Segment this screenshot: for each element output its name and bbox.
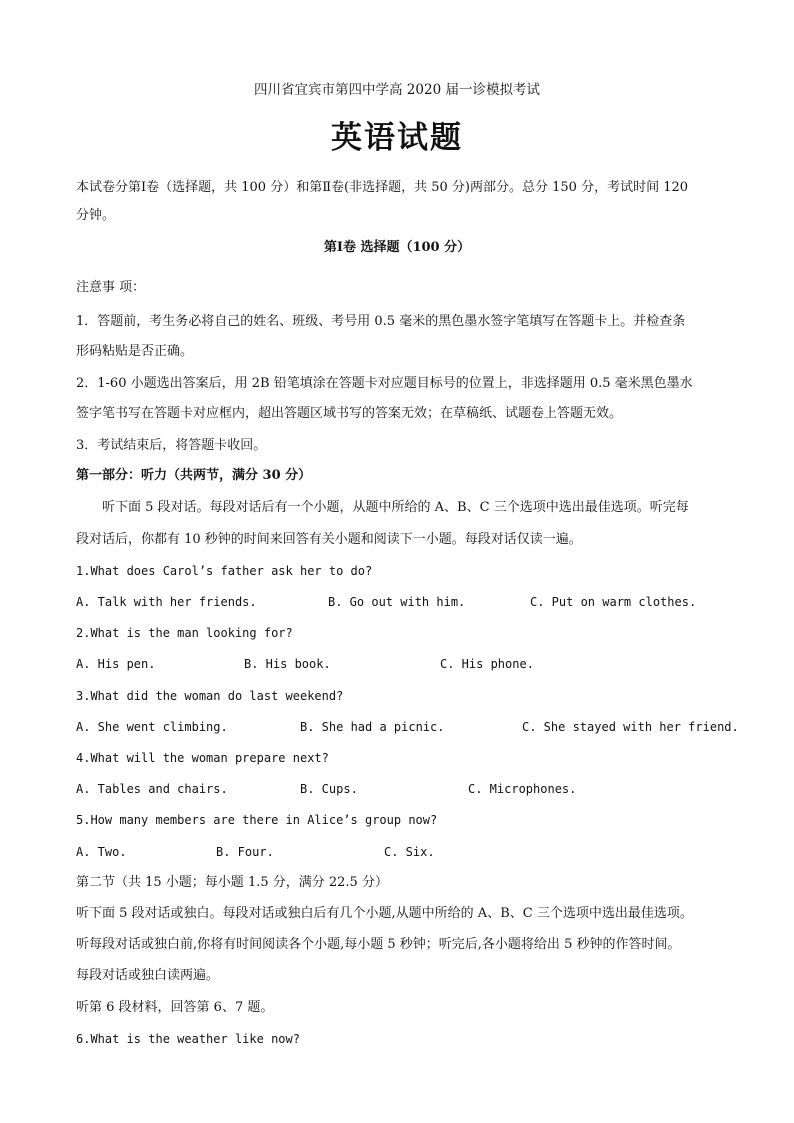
section1-instructions-line-2: 段对话后，你都有 10 秒钟的时间来回答有关小题和阅读下一小题。每段对话仅读一遍。 [76,532,582,547]
question-4-option-b: B. Cups. [300,782,358,796]
question-2-stem: 2.What is the man looking for? [76,626,293,640]
question-3-option-b: B. She had a picnic. [300,720,445,734]
notice-item-3: 3．考试结束后，将答题卡收回。 [76,438,267,453]
notice-item-1-line-2: 形码粘贴是否正确。 [76,344,194,359]
question-1-option-a: A. Talk with her friends. [76,595,257,609]
notice-item-1-line-1: 1．答题前，考生务必将自己的姓名、班级、考号用 0.5 毫米的黑色墨水签字笔填写在答题卡上。并检查条 [76,314,686,329]
material-6-instruction: 听第 6 段材料，回答第 6、7 题。 [76,1000,274,1015]
question-2-option-b: B. His book. [244,657,331,671]
intro-line-2: 分钟。 [76,208,116,223]
notice-heading: 注意事 项： [76,280,146,295]
section2-instructions-line-2: 听每段对话或独白前,你将有时间阅读各个小题,每小题 5 秒钟；听完后,各小题将给出 5 秒钟的作答时间。 [76,937,681,952]
question-1-option-b: B. Go out with him. [328,595,466,609]
section2-instructions-line-1: 听下面 5 段对话或独白。每段对话或独白后有几个小题,从题中所给的 A、B、C 三个选项中选出最佳选项。 [76,906,693,921]
intro-line-1: 本试卷分第Ⅰ卷（选择题，共 100 分）和第Ⅱ卷(非选择题，共 50 分)两部分。总分 150 分，考试时间 120 [76,180,689,195]
question-5-stem: 5.How many members are there in Alice’s group now? [76,813,438,827]
section1-instructions-line-1: 听下面 5 段对话。每段对话后有一个小题，从题中所给的 A、B、C 三个选项中选出最佳选项。听完每 [102,500,689,515]
part1-heading: 第Ⅰ卷 选择题（100 分） [323,240,471,255]
question-5-option-b: B. Four. [216,845,274,859]
question-2-option-a: A. His pen. [76,657,156,671]
section2-heading: 第二节（共 15 小题；每小题 1.5 分，满分 22.5 分） [76,875,388,890]
question-3-stem: 3.What did the woman do last weekend? [76,689,344,703]
question-1-stem: 1.What does Carol’s father ask her to do? [76,564,373,578]
question-6-stem: 6.What is the weather like now? [76,1032,300,1046]
section2-instructions-line-3: 每段对话或独白读两遍。 [76,968,220,983]
question-1-option-c: C. Put on warm clothes. [530,595,697,609]
listening-heading: 第一部分：听力（共两节，满分 30 分） [76,468,312,483]
question-5-option-c: C. Six. [384,845,435,859]
question-3-option-a: A. She went climbing. [76,720,228,734]
question-3-option-c: C. She stayed with her friend. [522,720,739,734]
notice-item-2-line-2: 签字笔书写在答题卡对应框内，超出答题区域书写的答案无效；在草稿纸、试题卷上答题无效。 [76,406,623,421]
question-2-option-c: C. His phone. [440,657,534,671]
question-5-option-a: A. Two. [76,845,127,859]
exam-subtitle: 四川省宜宾市第四中学高 2020 届一诊模拟考试 [254,82,540,98]
question-4-option-a: A. Tables and chairs. [76,782,228,796]
notice-item-2-line-1: 2．1-60 小题选出答案后，用 2B 铅笔填涂在答题卡对应题目标号的位置上，非选择题用 0.5 毫米黑色墨水 [76,376,693,391]
exam-title: 英语试题 [331,120,463,156]
question-4-option-c: C. Microphones. [468,782,577,796]
question-4-stem: 4.What will the woman prepare next? [76,751,329,765]
